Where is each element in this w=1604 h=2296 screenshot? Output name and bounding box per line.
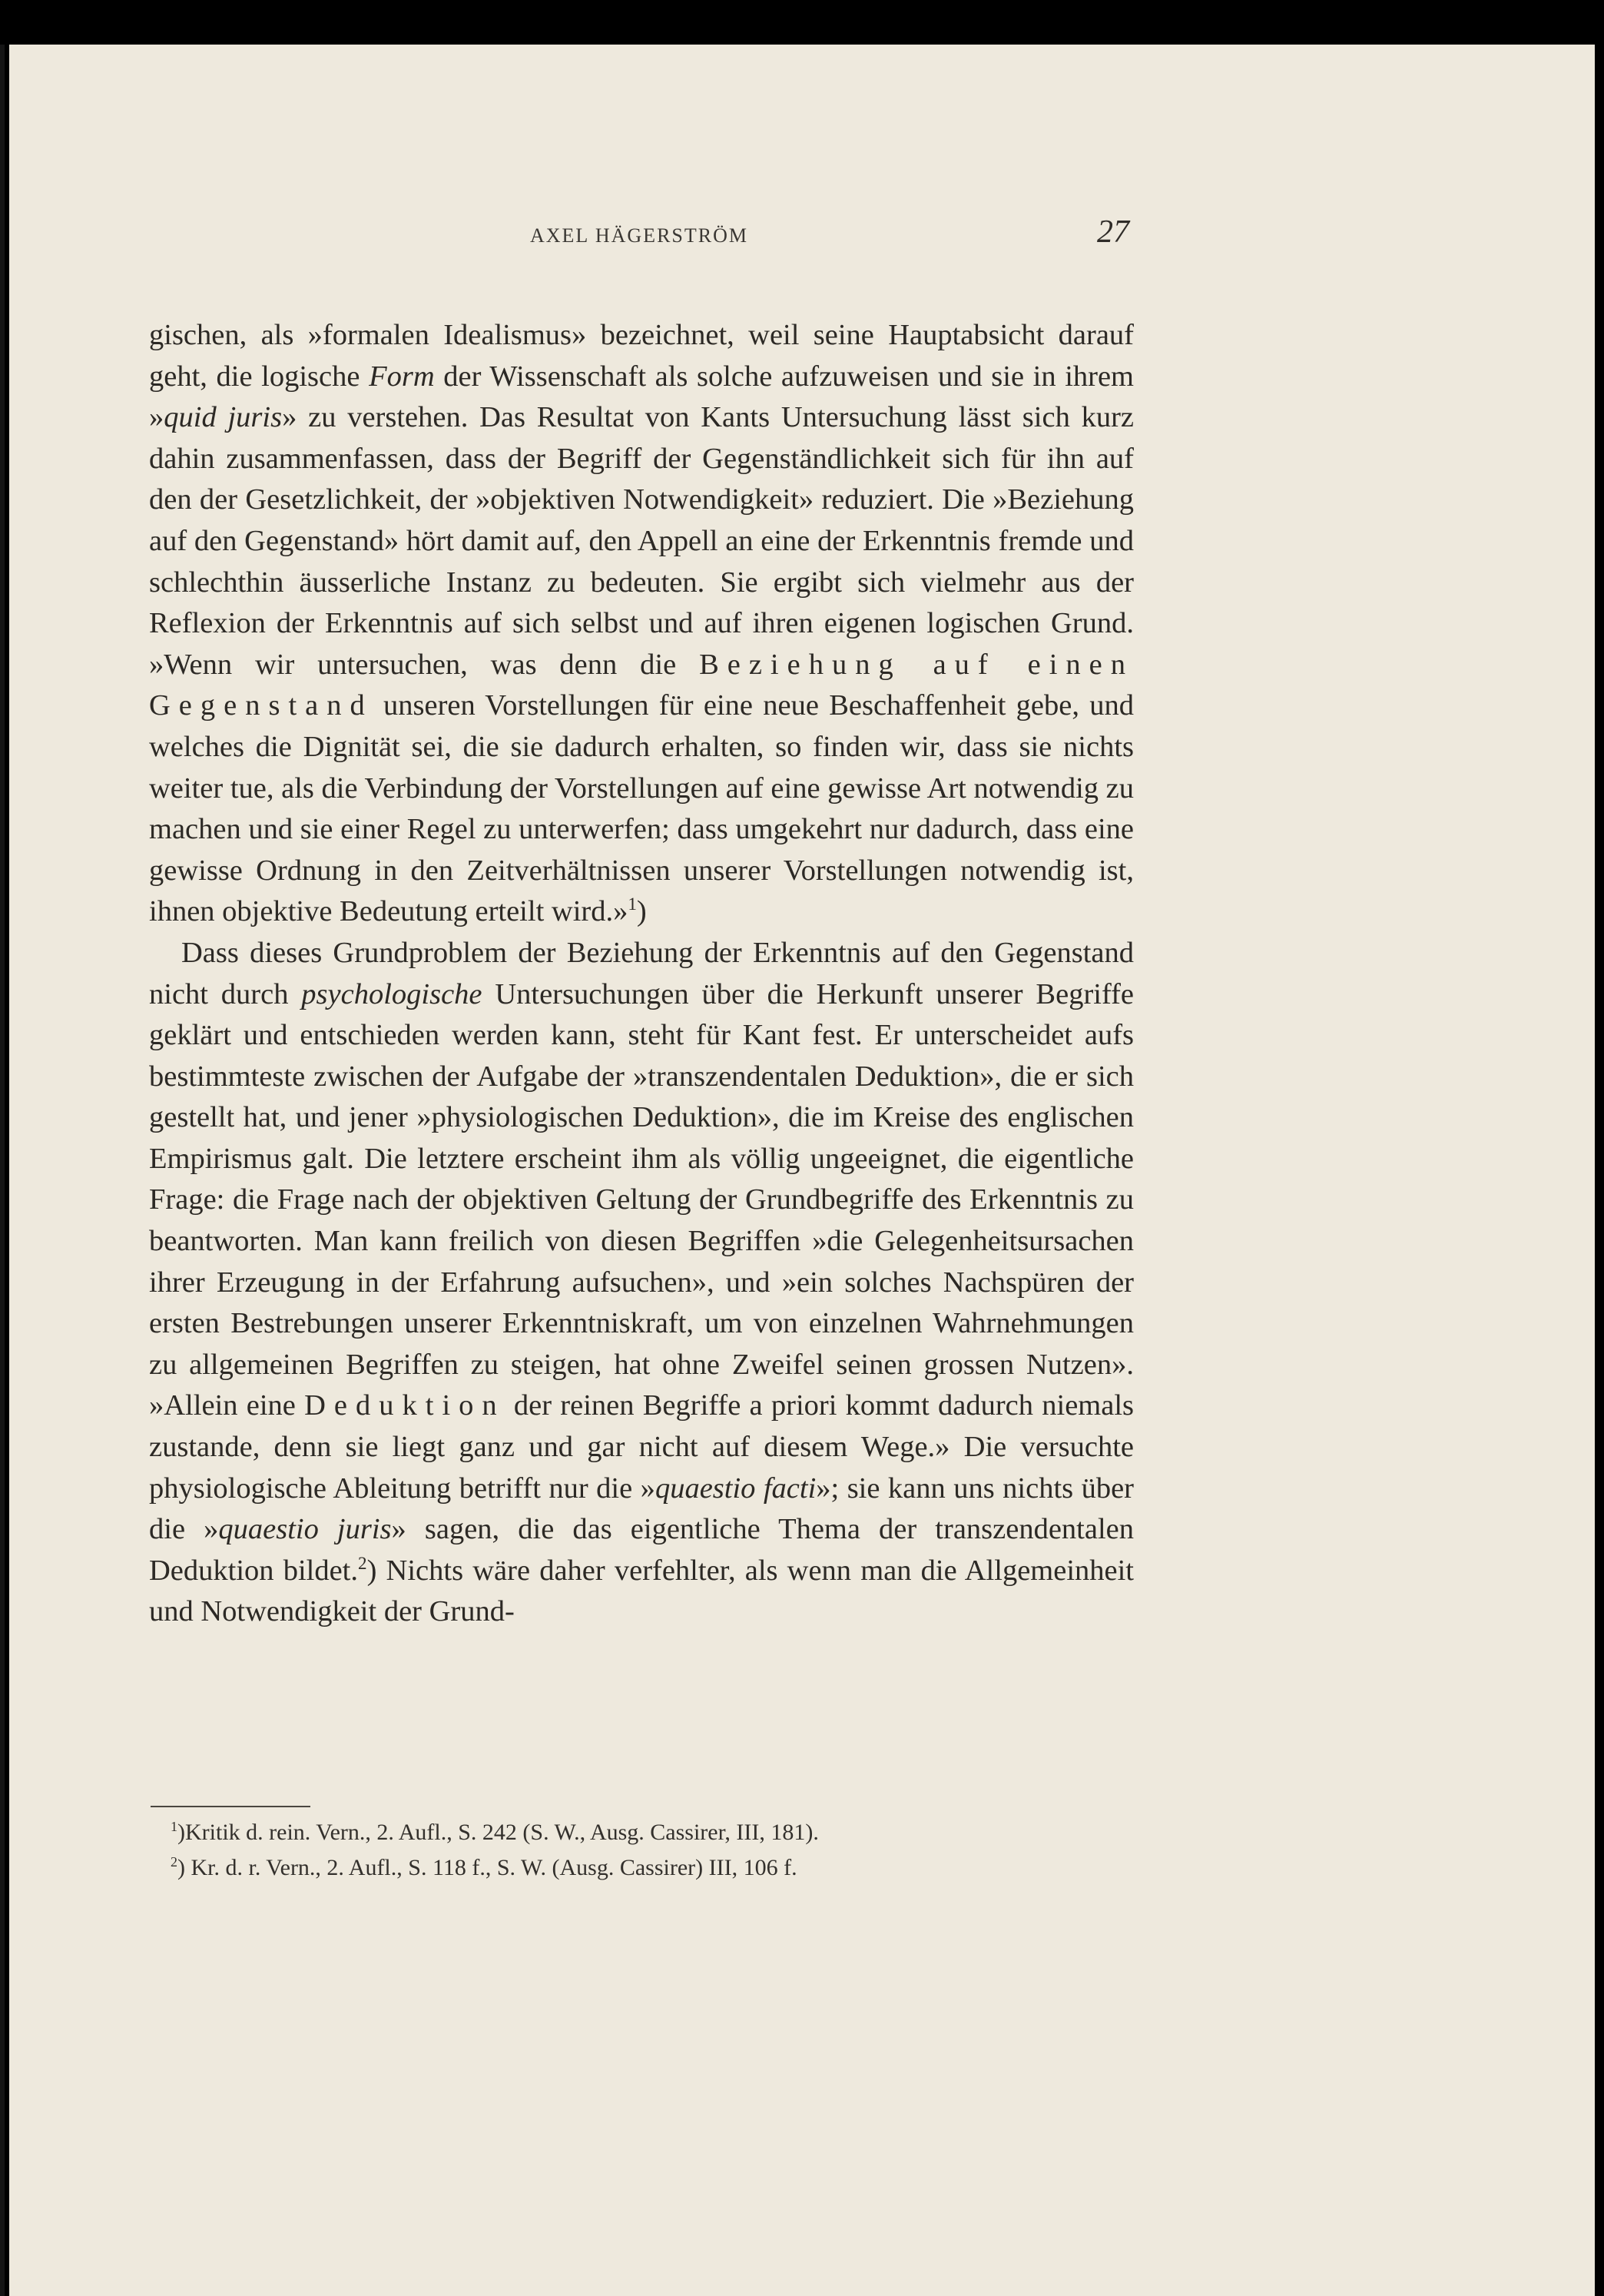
page-number: 27: [1097, 214, 1129, 250]
footnotes: [171, 1815, 1138, 1886]
footnote-text: )Kritik d. rein. Vern., 2. Aufl., S. 242 (S. W., Ausg. Cassirer, III, 181).: [177, 1820, 819, 1845]
paragraph-2: [149, 933, 1134, 1633]
emphasis: quaestio facti: [655, 1471, 817, 1505]
footnote-mark: 1: [171, 1819, 177, 1835]
footnote: [171, 1850, 1138, 1886]
scan-edge: [0, 45, 5, 2296]
spaced-emphasis: Deduktion: [304, 1389, 505, 1422]
emphasis: Form: [369, 360, 435, 393]
text-run: unseren Vorstellungen für eine neue Beschaffenheit gebe, und welches die Dignität sei, die sie dadurch erhalten, so finden wir, dass sie nichts weiter tue, als die Verbindung der Vorstellungen auf eine gewisse Art notwendig zu machen und sie einer Regel zu unterwerfen; dass umgekehrt nur dadurch, dass eine gewisse Ordnung in den Zeitverhältnissen unserer Vorstellungen notwendig ist, ihnen objektive Bedeutung erteilt wird.»: [149, 689, 1134, 928]
running-head: AXEL HÄGERSTRÖM: [530, 224, 748, 247]
emphasis: quaestio juris: [218, 1513, 392, 1546]
text-run: Dass dieses Grundproblem der Beziehung der Erkenntnis auf den Gegenstand nicht durch: [149, 936, 1134, 1010]
paragraph-1: [149, 315, 1134, 933]
footnote-ref: 1: [628, 894, 637, 914]
text-run: der reinen Begriffe a priori kommt dadurch niemals zustande, denn sie liegt ganz und gar nicht auf diesem Wege.» Die versuchte physiologische Ableitung betrifft nur die »: [149, 1389, 1134, 1505]
footnote-text: ) Kr. d. r. Vern., 2. Aufl., S. 118 f., S. W. (Ausg. Cassirer) III, 106 f.: [177, 1855, 797, 1880]
footnote-ref: 2: [358, 1552, 367, 1573]
emphasis: quid juris: [164, 401, 283, 434]
text-run: »; sie kann uns nichts über die »: [149, 1471, 1134, 1546]
text-run: ) Nichts wäre daher verfehlter, als wenn man die Allgemeinheit und Notwendigkeit der Grund-: [149, 1554, 1134, 1628]
text-run: Untersuchungen über die Herkunft unserer Begriffe geklärt und entschieden werden kann, steht für Kant fest. Er unterscheidet aufs bestimmteste zwischen der Aufgabe der »transzendentalen Deduktion», die er sich gestellt hat, und jener »physiologischen Deduktion», die im Kreise des englischen Empirismus galt. Die letztere erscheint ihm als völlig ungeeignet, die eigentliche Frage: die Frage nach der objektiven Geltung der Grundbegriffe des Erkenntnis zu beantworten. Man kann freilich von diesen Begriffen »die Gelegenheitsursachen ihrer Erzeugung in der Erfahrung aufsuchen», und »ein solches Nachspüren der ersten Bestrebungen unserer Erkenntniskraft, um von einzelnen Wahrnehmungen zu allgemeinen Begriffen zu steigen, hat ohne Zweifel seinen grossen Nutzen». »Allein eine: [149, 977, 1134, 1422]
page-header: [149, 214, 1129, 260]
emphasis: psychologische: [301, 977, 482, 1010]
footnote-rule: [151, 1806, 310, 1807]
body-text: [149, 315, 1134, 1633]
text-run: » sagen, die das eigentliche Thema der transzendentalen Deduktion bildet.: [149, 1513, 1134, 1587]
footnote: [171, 1815, 1138, 1850]
text-run: ): [636, 895, 647, 928]
spaced-emphasis: Beziehung auf einen Gegenstand: [149, 648, 1134, 722]
text-run: » zu verstehen. Das Resultat von Kants Untersuchung lässt sich kurz dahin zusammenfassen, dass der Begriff der Gegenständlichkeit sich für ihn auf den der Gesetzlichkeit, der »objektiven Notwendigkeit» reduziert. Die »Beziehung auf den Gegenstand» hört damit auf, den Appell an eine der Erkenntnis fremde und schlechthin äusserliche Instanz zu bedeuten. Sie ergibt sich vielmehr aus der Reflexion der Erkenntnis auf sich selbst und auf ihren eigenen logischen Grund. »Wenn wir untersuchen, was denn die: [149, 401, 1134, 681]
text-run: der Wissenschaft als solche aufzuweisen und sie in ihrem »: [149, 360, 1135, 434]
text-run: gischen, als »formalen Idealismus» bezeichnet, weil seine Hauptabsicht darauf geht, die logische: [149, 319, 1134, 393]
footnote-mark: 2: [171, 1854, 177, 1870]
